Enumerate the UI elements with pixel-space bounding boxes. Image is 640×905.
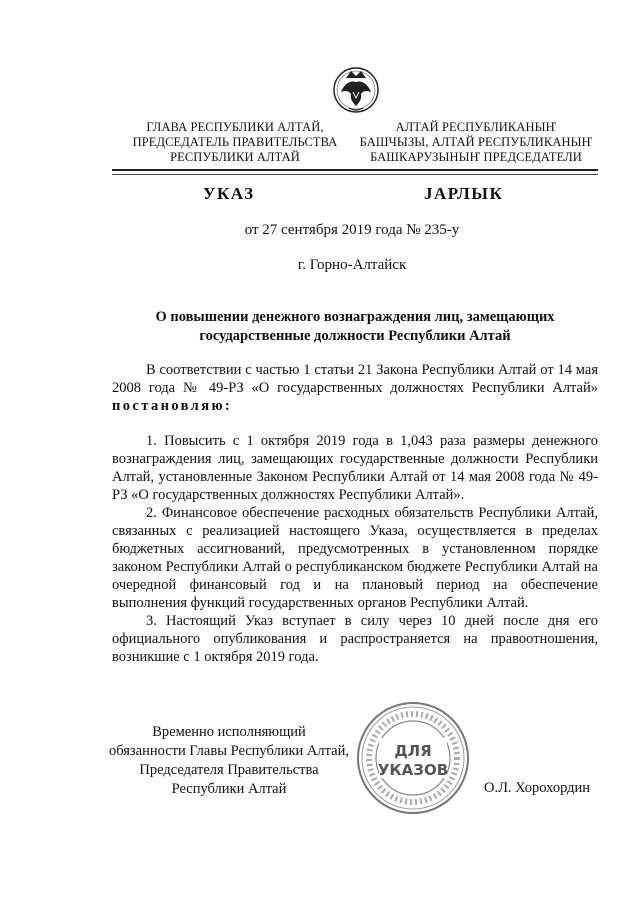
- decree-items: [112, 432, 598, 666]
- decree-item-2: 2. Финансовое обеспечение расходных обязательств Республики Алтай, связанных с реализацией настоящего Указа, осуществляется в пределах бюджетных ассигнований, предусмотренных в установленном порядке законом Республики Алтай о республиканском бюджете Республики Алтай на очередной финансовый год и на плановый период на обеспечение выполнения функций государственных органов Республики Алтай.: [112, 505, 598, 611]
- decree-item-3: 3. Настоящий Указ вступает в силу через 10 дней после дня его официального опубликования и распространяется на правоотношения, возникшие с 1 октября 2019 года.: [112, 613, 598, 665]
- subject-line: государственные должности Республики Алтай: [199, 328, 511, 344]
- signatory-name: О.Л. Хорохордин: [484, 780, 591, 796]
- decree-date-number: от 27 сентября 2019 года № 235-у: [244, 222, 460, 238]
- header-left-line: РЕСПУБЛИКИ АЛТАЙ: [170, 150, 300, 164]
- header-right-line: БАШЧЫЗЫ, АЛТАЙ РЕСПУБЛИКАНЫҤ: [359, 135, 593, 149]
- decree-city: г. Горно-Алтайск: [297, 257, 407, 273]
- document-type-altai: JАРЛЫК: [424, 184, 504, 203]
- coat-of-arms-icon: [332, 62, 380, 118]
- position-line: обязанности Главы Республики Алтай,: [109, 743, 349, 759]
- header-left-title: [120, 120, 350, 165]
- decree-subject: [112, 308, 598, 346]
- header-divider-thick: [112, 169, 598, 171]
- decree-item-1: 1. Повысить с 1 октября 2019 года в 1,043 раза размеры денежного вознаграждения лиц, замещающих государственные должности Республики Алтай, установленные Законом Республики Алтай от 14 мая 2008 года № 49-РЗ «О государственных должностях Республики Алтай».: [112, 433, 598, 503]
- stamp-line-2: УКАЗОВ: [377, 761, 449, 779]
- position-line: Временно исполняющий: [152, 724, 306, 740]
- intro-paragraph: [112, 361, 598, 415]
- header-right-line: АЛТАЙ РЕСПУБЛИКАНЫҤ: [395, 120, 557, 134]
- header-left-line: ГЛАВА РЕСПУБЛИКИ АЛТАЙ,: [146, 120, 324, 134]
- header-divider-thin: [112, 174, 598, 175]
- header-right-title: [356, 120, 596, 165]
- header-left-line: ПРЕДСЕДАТЕЛЬ ПРАВИТЕЛЬСТВА: [132, 135, 338, 149]
- stamp-line-1: ДЛЯ: [394, 742, 432, 760]
- position-line: Председателя Правительства: [139, 762, 319, 778]
- position-line: Республики Алтай: [171, 781, 287, 797]
- official-stamp: [355, 700, 471, 816]
- decree-word: постановляю:: [112, 398, 233, 414]
- subject-line: О повышении денежного вознаграждения лиц, замещающих: [155, 309, 555, 325]
- document-type-russian: УКАЗ: [203, 184, 255, 203]
- intro-text: В соответствии с частью 1 статьи 21 Закона Республики Алтай от 14 мая 2008 года № 49-РЗ «О государственных должностях Республики Алтай»: [112, 362, 598, 396]
- signatory-position: [100, 723, 358, 799]
- header-right-line: БАШКАРУЗЫНЫҤ ПРЕДСЕДАТЕЛИ: [370, 150, 582, 164]
